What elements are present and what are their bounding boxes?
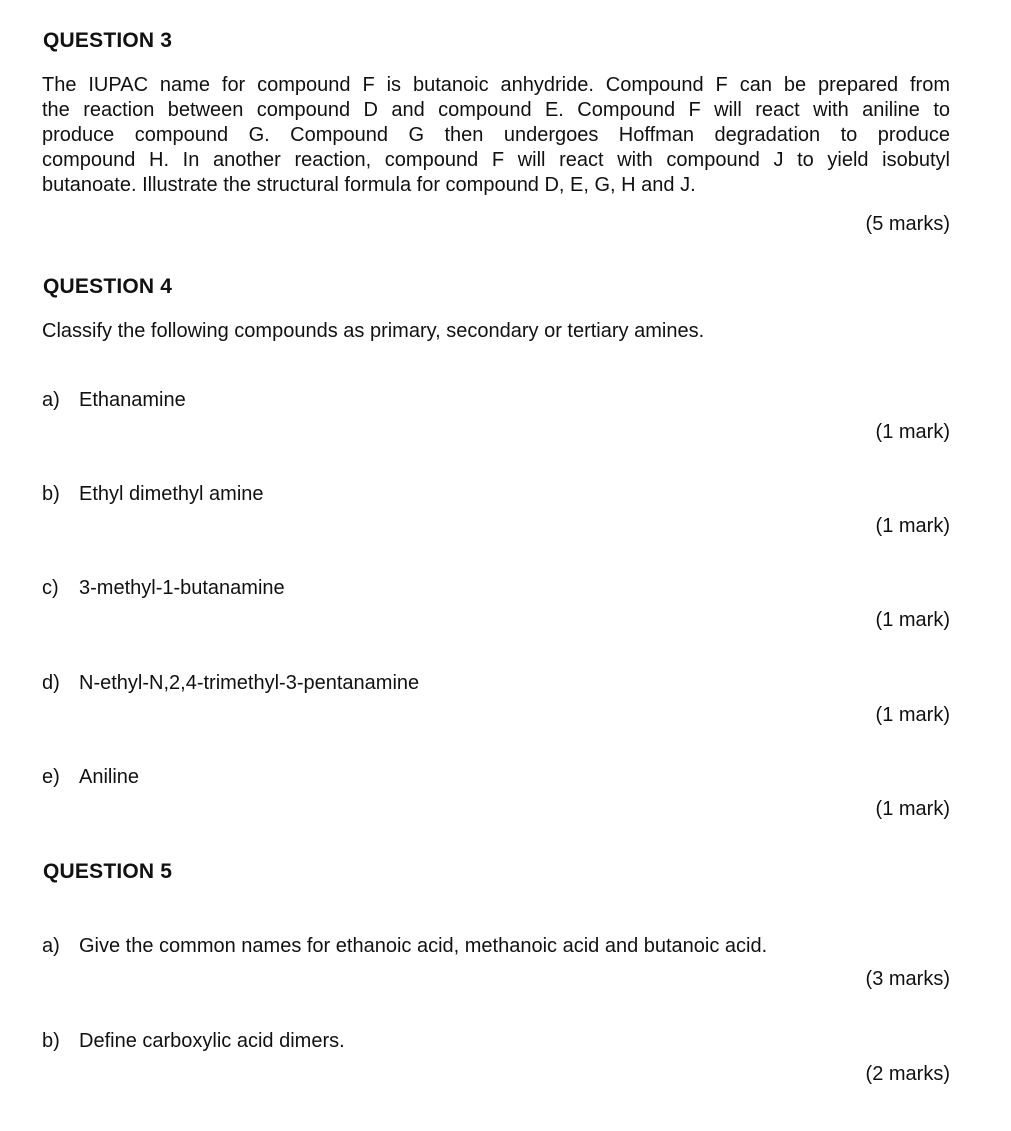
question-4-item-e <box>42 766 139 789</box>
item-letter: a) <box>42 389 60 411</box>
item-text: 3-methyl-1-butanamine <box>79 577 285 599</box>
question-4-item-d-marks: (1 mark) <box>875 704 950 726</box>
item-letter: d) <box>42 672 60 694</box>
question-4-item-a <box>42 389 186 412</box>
question-3-line: The IUPAC name for compound F is butanoic anhydride. Compound F can be prepared from <box>42 74 950 96</box>
item-letter: b) <box>42 1030 60 1052</box>
question-4-item-c <box>42 577 285 600</box>
question-4-item-a-marks: (1 mark) <box>875 421 950 443</box>
question-4-item-e-marks: (1 mark) <box>875 798 950 820</box>
question-3-line: butanoate. Illustrate the structural formula for compound D, E, G, H and J. <box>42 174 696 196</box>
question-4-item-b-marks: (1 mark) <box>875 515 950 537</box>
item-letter: a) <box>42 935 60 957</box>
question-5-item-b <box>42 1030 345 1053</box>
item-text: N-ethyl-N,2,4-trimethyl-3-pentanamine <box>79 672 420 694</box>
question-5-item-b-marks: (2 marks) <box>865 1063 950 1085</box>
question-4-item-b <box>42 483 264 506</box>
question-5-item-a <box>42 935 767 958</box>
item-text: Define carboxylic acid dimers. <box>79 1030 345 1052</box>
question-3-line: compound H. In another reaction, compound F will react with compound J to yield isobutyl <box>42 149 950 171</box>
question-4-heading: QUESTION 4 <box>43 275 173 298</box>
question-4-instruction: Classify the following compounds as primary, secondary or tertiary amines. <box>42 320 705 342</box>
item-text: Ethyl dimethyl amine <box>79 483 264 505</box>
question-3-heading: QUESTION 3 <box>43 29 173 52</box>
question-4-item-d <box>42 672 419 695</box>
item-letter: c) <box>42 577 59 599</box>
item-text: Ethanamine <box>79 389 186 411</box>
question-5-item-a-marks: (3 marks) <box>865 968 950 990</box>
item-text: Give the common names for ethanoic acid, methanoic acid and butanoic acid. <box>79 935 768 957</box>
question-3-text <box>42 73 950 198</box>
item-letter: b) <box>42 483 60 505</box>
item-letter: e) <box>42 766 60 788</box>
question-4-item-c-marks: (1 mark) <box>875 609 950 631</box>
item-text: Aniline <box>79 766 140 788</box>
question-3-line: produce compound G. Compound G then undergoes Hoffman degradation to produce <box>42 124 950 146</box>
question-3-line: the reaction between compound D and compound E. Compound F will react with aniline to <box>42 99 950 121</box>
question-3-marks: (5 marks) <box>865 213 950 235</box>
question-5-heading: QUESTION 5 <box>43 860 173 883</box>
